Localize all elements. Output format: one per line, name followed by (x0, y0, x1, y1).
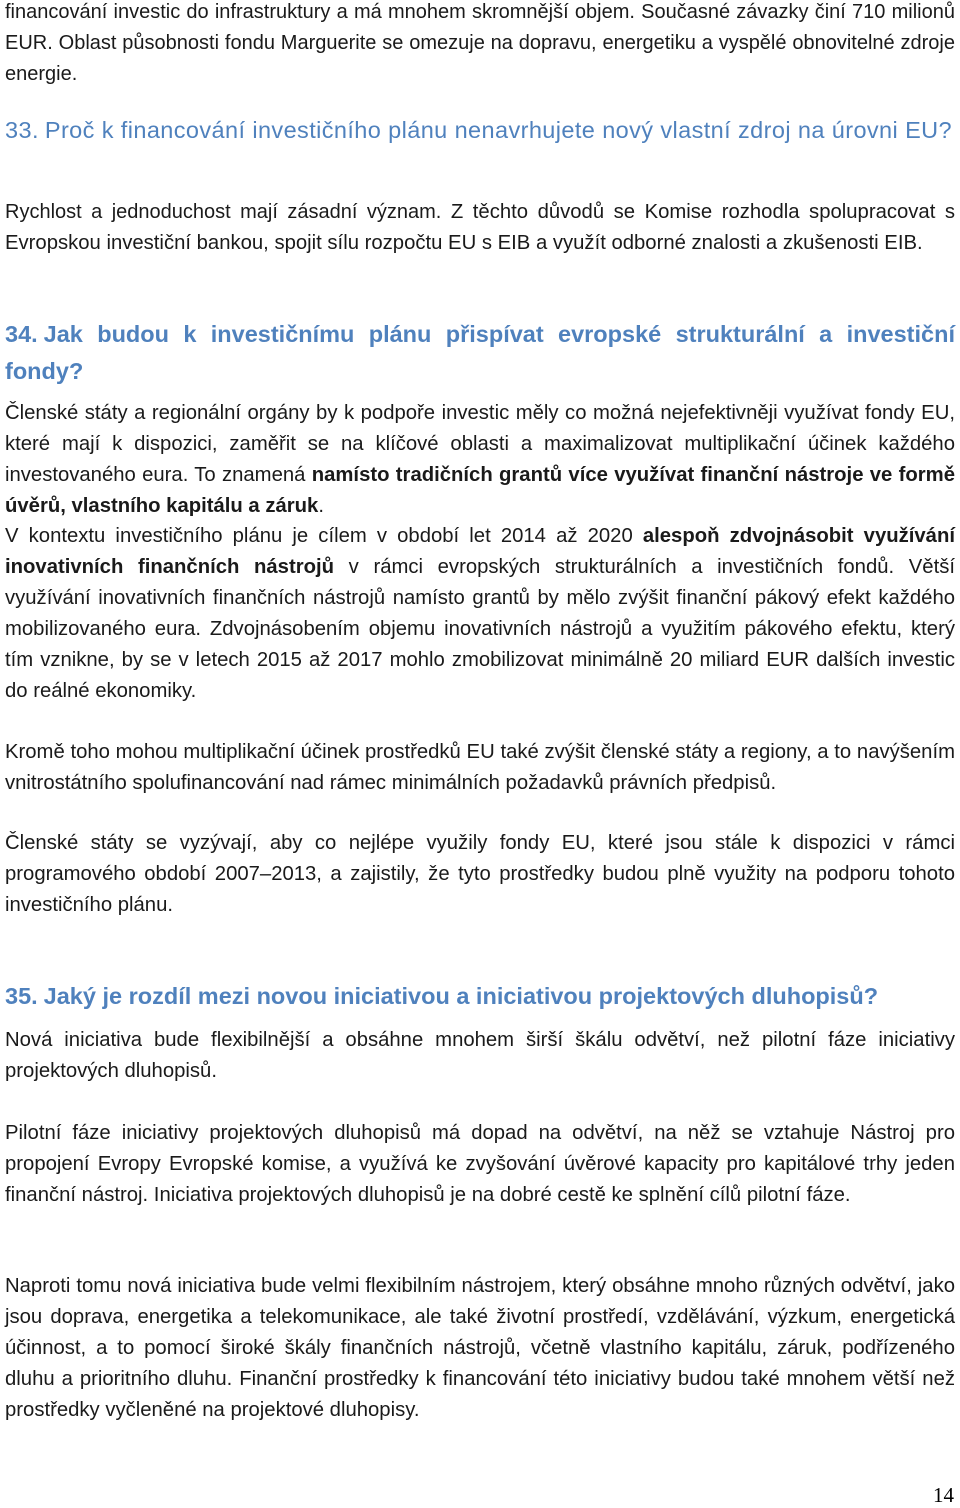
emphasis-text: namísto tradičních grantů více využívat finanční nástroje ve formě úvěrů, vlastního kapitálu a záruk (5, 464, 955, 517)
text-run: V kontextu investičního plánu je cílem v období let 2014 až 2020 (5, 525, 643, 547)
question-35-paragraph-1: Nová iniciativa bude flexibilnější a obsáhne mnohem širší škálu odvětví, než pilotní fáze iniciativy projektových dluhopisů. (5, 1029, 955, 1082)
question-35-paragraph-3: Naproti tomu nová iniciativa bude velmi flexibilním nástrojem, který obsáhne mnoho různých odvětví, jako jsou doprava, energetika a telekomunikace, ale také životní prostředí, vzdělávání, výzkum, energetická účinnost, a to pomocí široké škály finančních nástrojů, včetně vlastního kapitálu, záruk, podřízeného dluhu a prioritního dluhu. Finanční prostředky k financování této iniciativy budou také mnohem větší než prostředky vyčleněné na projektové dluhopisy. (5, 1275, 955, 1421)
question-title: Jaký je rozdíl mezi novou iniciativou a iniciativou projektových dluhopisů? (43, 983, 879, 1009)
question-34-paragraph-4: Členské státy se vyzývají, aby co nejlépe využily fondy EU, které jsou stále k dispozici v rámci programového období 2007–2013, a zajistily, že tyto prostředky budou plně využity na podporu tohoto investičního plánu. (5, 832, 955, 916)
answer-lead: Rychlost a jednoduchost mají zásadní význam. (5, 201, 442, 223)
question-35-heading (5, 978, 955, 1015)
question-34-paragraph-2 (5, 521, 955, 707)
question-number: 35. (5, 983, 38, 1009)
question-34-heading (5, 316, 955, 390)
question-33-heading (5, 112, 955, 149)
text-run: . (318, 495, 324, 517)
question-35-paragraph-2: Pilotní fáze iniciativy projektových dluhopisů má dopad na odvětví, na něž se vztahuje Nástroj pro propojení Evropy Evropské komise, a využívá ke zvyšování úvěrové kapacity pro kapitálové trhy jeden finanční nástroj. Iniciativa projektových dluhopisů je na dobré cestě ke splnění cílů pilotní fáze. (5, 1122, 955, 1206)
question-title: Jak budou k investičnímu plánu přispívat evropské strukturální a investiční fondy? (5, 321, 955, 384)
text-run: Členské státy a regionální orgány by k podpoře investic měly co možná nejefektivněji využívat fondy EU, které mají k dispozici, zaměřit se na klíčové oblasti a maximalizovat multiplikační účinek každého investovaného eura. To znamená (5, 402, 955, 486)
intro-paragraph: financování investic do infrastruktury a má mnohem skromnější objem. Současné závazky činí 710 milionů EUR. Oblast působnosti fondu Marguerite se omezuje na dopravu, energetiku a vyspělé obnovitelné zdroje energie. (5, 1, 955, 85)
question-number: 34. (5, 321, 38, 347)
answer-rest: Z těchto důvodů se Komise rozhodla spolupracovat s Evropskou investiční bankou, spojit sílu rozpočtu EU s EIB a využít odborné znalosti a zkušenosti EIB. (5, 201, 955, 254)
emphasis-text: alespoň zdvojnásobit využívání inovativních finančních nástrojů (5, 525, 955, 578)
question-33-answer (5, 197, 955, 259)
text-run: v rámci evropských strukturálních a investičních fondů. Větší využívání inovativních finančních nástrojů namísto grantů by mělo zvýšit finanční pákový efekt každého mobilizovaného eura. Zdvojnásobením objemu inovativních nástrojů a využitím pákového efektu, který tím vznikne, by se v letech 2015 až 2017 mohlo zmobilizovat minimálně 20 miliard EUR dalších investic do reálné ekonomiky. (5, 556, 955, 702)
question-number: 33. (5, 117, 39, 143)
question-34-paragraph-3: Kromě toho mohou multiplikační účinek prostředků EU také zvýšit členské státy a regiony, a to navýšením vnitrostátního spolufinancování nad rámec minimálních požadavků právních předpisů. (5, 741, 955, 794)
question-title: Proč k financování investičního plánu nenavrhujete nový vlastní zdroj na úrovni EU? (44, 117, 952, 143)
page-number: 14 (933, 1483, 954, 1507)
question-34-paragraph-1 (5, 398, 955, 522)
